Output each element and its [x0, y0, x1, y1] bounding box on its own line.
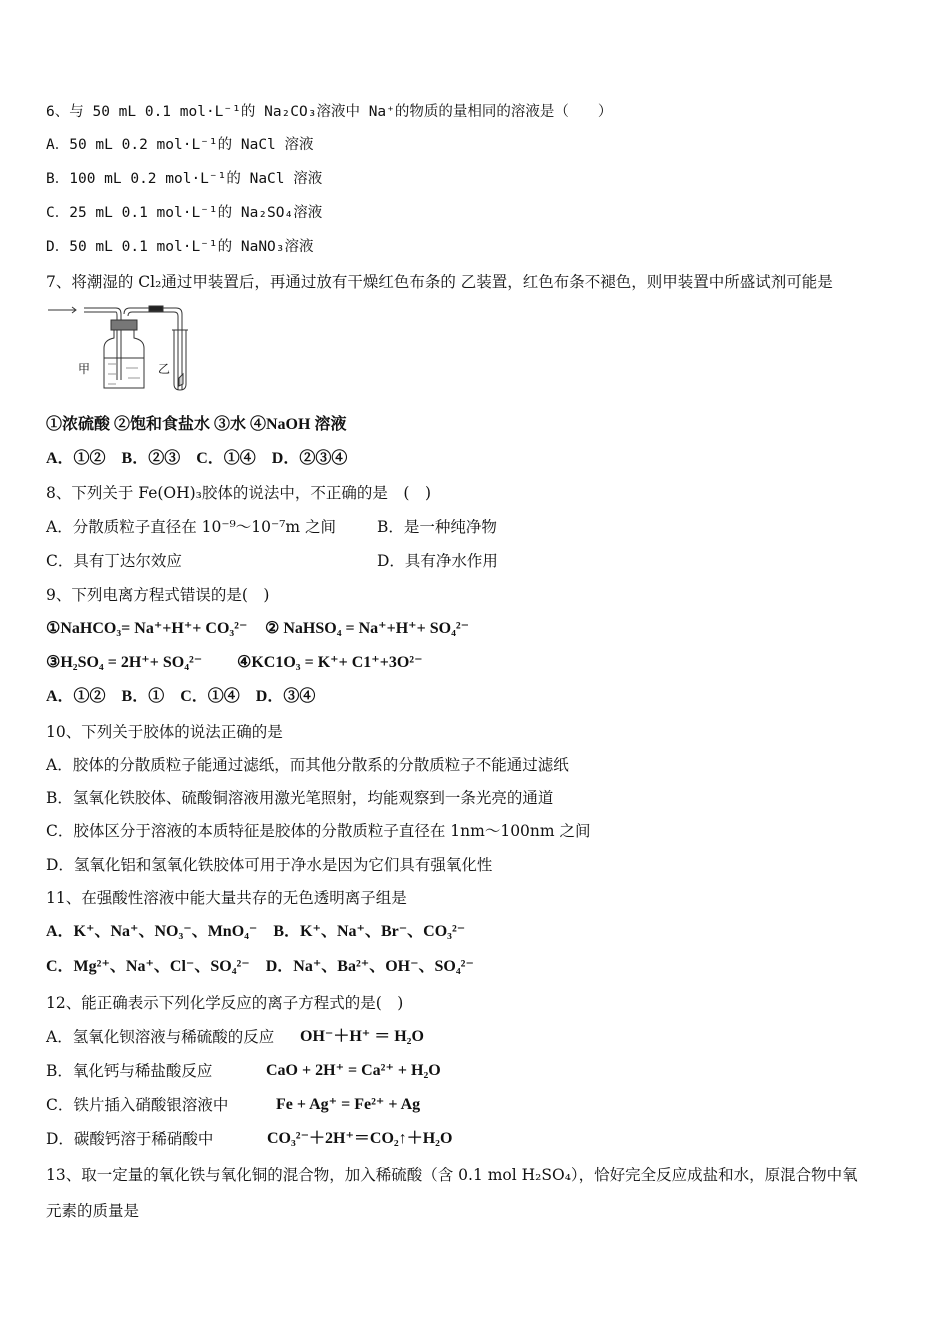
q7-options: A．①② B．②③ C．①④ D．②③④	[46, 450, 348, 467]
q9-equation-4: ④KC1O₃ = K⁺+ C1⁺+3O²⁻	[237, 654, 423, 671]
q9-stem: 9、下列电离方程式错误的是( )	[46, 586, 270, 604]
q10-option-c: C．胶体区分于溶液的本质特征是胶体的分散质粒子直径在 1nm～100nm 之间	[46, 822, 591, 840]
q12-option-c-label: C．铁片插入硝酸银溶液中	[46, 1096, 229, 1114]
q6-option-a: A．50 mL 0.2 mol·L⁻¹的 NaCl 溶液	[46, 137, 314, 153]
q10-option-d: D．氢氧化铝和氢氧化铁胶体可用于净水是因为它们具有强氧化性	[46, 856, 493, 874]
q9-equation-2: ② NaHSO₄ = Na⁺+H⁺+ SO₄²⁻	[265, 620, 470, 637]
q9-equation-3: ③H₂SO₄ = 2H⁺+ SO₄²⁻	[46, 654, 203, 671]
q12-stem: 12、能正确表示下列化学反应的离子方程式的是( )	[46, 994, 404, 1012]
gas-washing-apparatus-figure	[46, 300, 196, 395]
q13-stem-line-1: 13、取一定量的氧化铁与氧化铜的混合物，加入稀硫酸（含 0.1 mol H₂SO₄），恰好完全反应成盐和水，原混合物中氧	[46, 1166, 858, 1184]
q10-option-a: A．胶体的分散质粒子能通过滤纸，而其他分散系的分散质粒子不能通过滤纸	[46, 756, 569, 774]
q6-stem: 6、与 50 mL 0.1 mol·L⁻¹的 Na₂CO₃溶液中 Na⁺的物质的量相同的溶液是（ ）	[46, 104, 613, 120]
q9-options: A．①② B．① C．①④ D．③④	[46, 688, 316, 705]
q12-option-d-equation: CO₃²⁻＋2H⁺＝CO₂↑＋H₂O	[267, 1130, 453, 1147]
q10-stem: 10、下列关于胶体的说法正确的是	[46, 723, 283, 741]
q8-option-a: A．分散质粒子直径在 10⁻⁹～10⁻⁷m 之间	[46, 518, 336, 536]
q8-option-c: C．具有丁达尔效应	[46, 552, 182, 570]
q9-equation-1: ①NaHCO₃= Na⁺+H⁺+ CO₃²⁻	[46, 620, 248, 637]
q13-stem-line-2: 元素的质量是	[46, 1202, 140, 1220]
q12-option-a-label: A．氢氧化钡溶液与稀硫酸的反应	[46, 1028, 275, 1046]
q8-stem: 8、下列关于 Fe(OH)₃胶体的说法中，不正确的是 ( )	[46, 484, 431, 502]
q8-option-d: D．具有净水作用	[377, 552, 498, 570]
q11-stem: 11、在强酸性溶液中能大量共存的无色透明离子组是	[46, 889, 407, 907]
q12-option-c-equation: Fe + Ag⁺ = Fe²⁺ + Ag	[276, 1096, 421, 1113]
q11-options-ab: A．K⁺、Na⁺、NO₃⁻、MnO₄⁻ B．K⁺、Na⁺、Br⁻、CO₃²⁻	[46, 923, 466, 940]
q6-option-c: C．25 mL 0.1 mol·L⁻¹的 Na₂SO₄溶液	[46, 205, 323, 221]
q7-reagents: ①浓硫酸 ②饱和食盐水 ③水 ④NaOH 溶液	[46, 416, 347, 433]
figure-label-jia: 甲	[78, 362, 91, 376]
q12-option-b-label: B．氧化钙与稀盐酸反应	[46, 1062, 213, 1080]
q12-option-d-label: D．碳酸钙溶于稀硝酸中	[46, 1130, 214, 1148]
figure-label-yi: 乙	[158, 362, 171, 376]
q11-options-cd: C．Mg²⁺、Na⁺、Cl⁻、SO₄²⁻ D．Na⁺、Ba²⁺、OH⁻、SO₄²⁻	[46, 958, 474, 975]
q6-option-d: D．50 mL 0.1 mol·L⁻¹的 NaNO₃溶液	[46, 239, 314, 255]
q12-option-a-equation: OH⁻＋H⁺ ＝ H₂O	[300, 1028, 424, 1045]
q10-option-b: B．氢氧化铁胶体、硫酸铜溶液用激光笔照射，均能观察到一条光亮的通道	[46, 789, 554, 807]
q6-option-b: B．100 mL 0.2 mol·L⁻¹的 NaCl 溶液	[46, 171, 323, 187]
q12-option-b-equation: CaO + 2H⁺ = Ca²⁺ + H₂O	[266, 1062, 441, 1079]
q8-option-b: B．是一种纯净物	[377, 518, 497, 536]
q7-stem: 7、将潮湿的 Cl₂通过甲装置后，再通过放有干燥红色布条的 乙装置，红色布条不褪色，则甲装置中所盛试剂可能是	[46, 273, 833, 291]
